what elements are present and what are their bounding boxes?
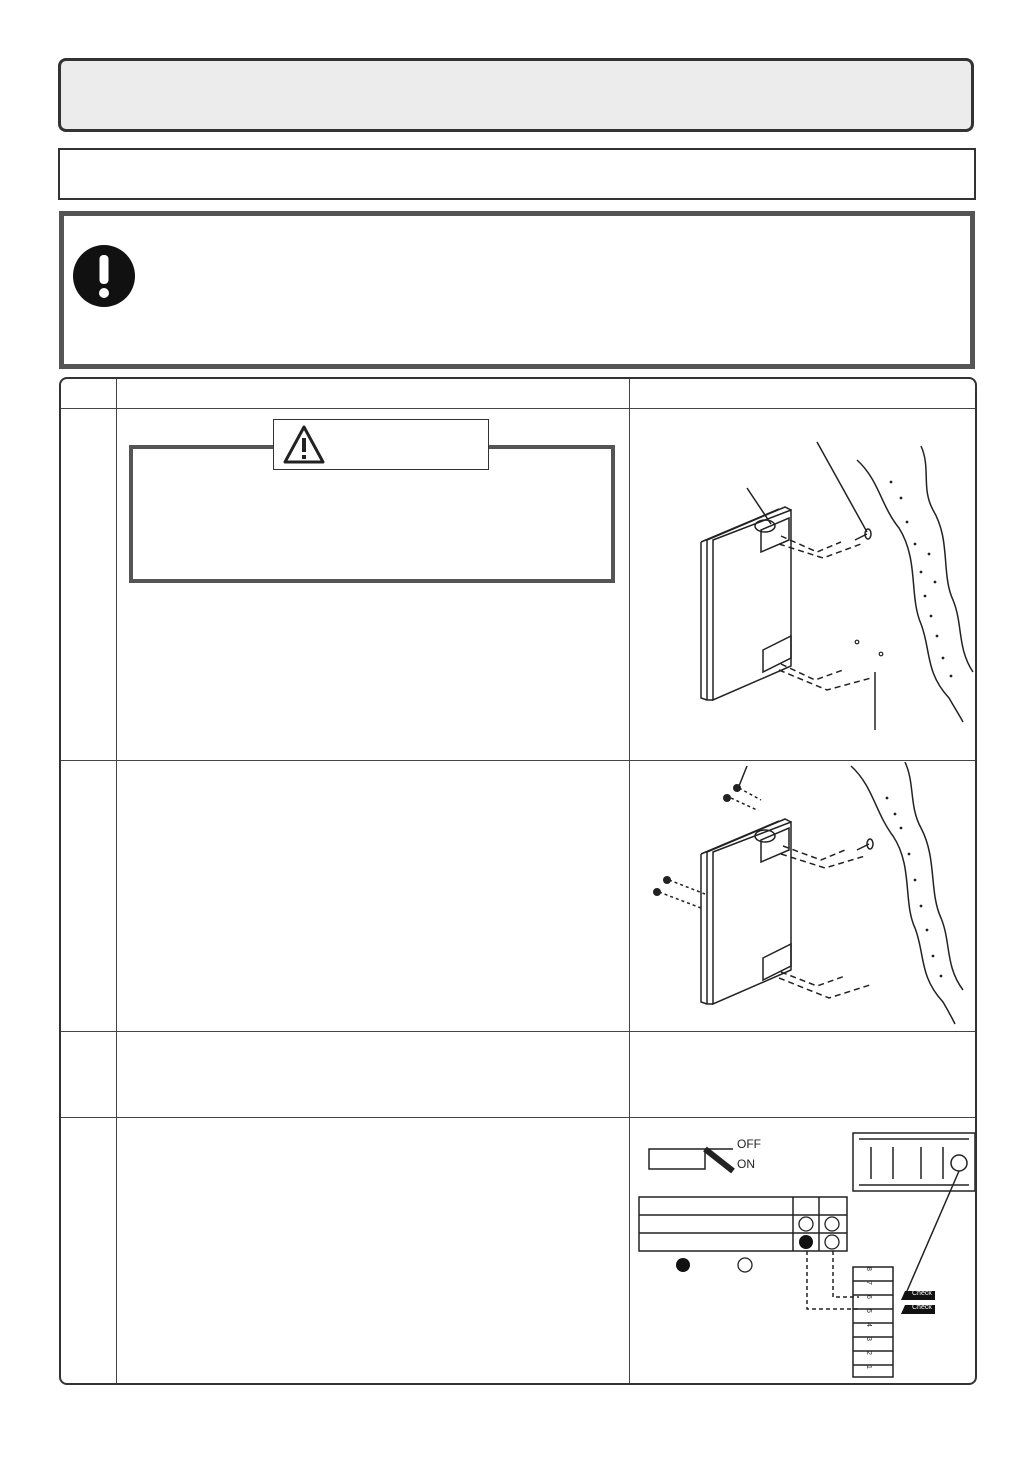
screw-heads xyxy=(653,784,741,896)
dip-number: 8 xyxy=(865,1267,872,1271)
procedure-table xyxy=(59,377,977,1385)
dip-number: 2 xyxy=(865,1351,872,1355)
wall-mounting-figure xyxy=(631,410,977,758)
dip-number: 6 xyxy=(865,1295,872,1299)
dip-number: 1 xyxy=(865,1365,872,1369)
mandatory-action-icon xyxy=(72,244,136,308)
wall-texture-dots xyxy=(890,481,953,678)
dip-number: 5 xyxy=(865,1309,872,1313)
dip-switch-diagram xyxy=(631,1119,977,1385)
figure-column-divider xyxy=(629,379,630,1383)
step-number-column-divider xyxy=(116,379,117,1383)
page-title-banner xyxy=(58,58,974,132)
header-row-divider xyxy=(61,408,975,409)
dip-number: 4 xyxy=(865,1323,872,1327)
mandatory-notice-box xyxy=(59,211,975,369)
check-label-2: Check xyxy=(912,1304,932,1311)
dip-number: 3 xyxy=(865,1337,872,1341)
row-3-divider xyxy=(61,1117,975,1118)
dip-switch-numbers xyxy=(861,1267,875,1379)
dip-switch-figure xyxy=(631,1119,977,1385)
warning-triangle-icon xyxy=(282,424,326,466)
switch-off-label: OFF xyxy=(737,1137,761,1151)
subtitle-box xyxy=(58,148,976,200)
switch-on-label: ON xyxy=(737,1157,755,1171)
caution-label xyxy=(273,419,489,470)
row-2-divider xyxy=(61,1031,975,1032)
screw-fastening-figure xyxy=(631,762,977,1030)
check-label-1: Check xyxy=(912,1290,932,1297)
dip-number: 7 xyxy=(865,1281,872,1285)
row-1-divider xyxy=(61,760,975,761)
